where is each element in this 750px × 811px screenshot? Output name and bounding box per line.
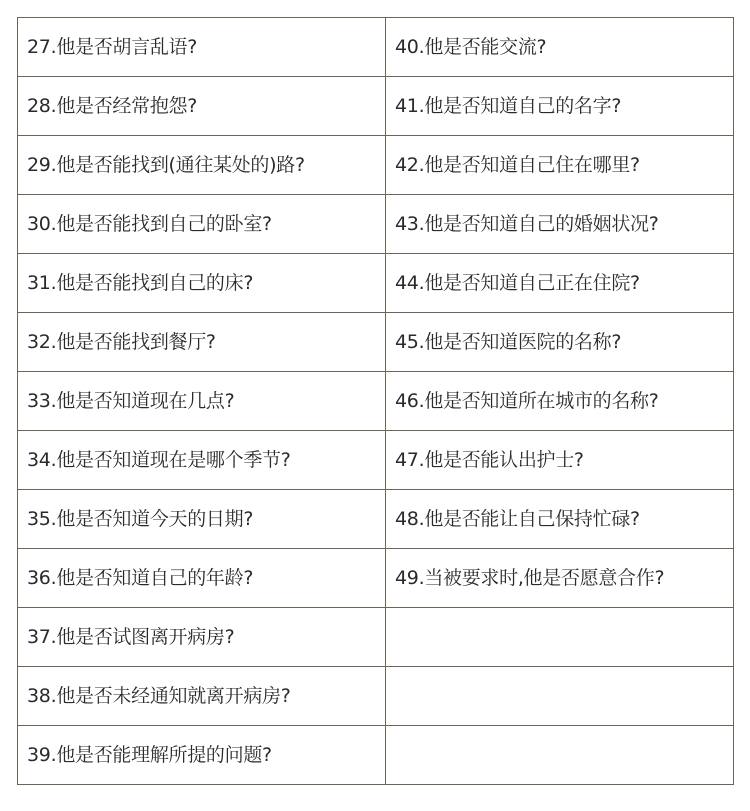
empty-cell (386, 726, 734, 785)
question-cell: 45.他是否知道医院的名称? (386, 313, 734, 372)
question-cell: 46.他是否知道所在城市的名称? (386, 372, 734, 431)
table-row (18, 549, 734, 608)
table-row (18, 195, 734, 254)
question-cell: 49.当被要求时,他是否愿意合作? (386, 549, 734, 608)
table-row (18, 490, 734, 549)
question-cell: 41.他是否知道自己的名字? (386, 77, 734, 136)
question-cell: 34.他是否知道现在是哪个季节? (18, 431, 386, 490)
table-row (18, 77, 734, 136)
table-row (18, 608, 734, 667)
question-cell: 29.他是否能找到(通往某处的)路? (18, 136, 386, 195)
table-row (18, 372, 734, 431)
question-cell: 47.他是否能认出护士? (386, 431, 734, 490)
table-row (18, 136, 734, 195)
question-cell: 35.他是否知道今天的日期? (18, 490, 386, 549)
table-row (18, 431, 734, 490)
question-cell: 32.他是否能找到餐厅? (18, 313, 386, 372)
question-cell: 33.他是否知道现在几点? (18, 372, 386, 431)
question-cell: 37.他是否试图离开病房? (18, 608, 386, 667)
question-cell: 40.他是否能交流? (386, 18, 734, 77)
question-cell: 31.他是否能找到自己的床? (18, 254, 386, 313)
question-cell: 27.他是否胡言乱语? (18, 18, 386, 77)
question-cell: 44.他是否知道自己正在住院? (386, 254, 734, 313)
question-cell: 28.他是否经常抱怨? (18, 77, 386, 136)
table-row (18, 313, 734, 372)
question-cell: 48.他是否能让自己保持忙碌? (386, 490, 734, 549)
table-row (18, 254, 734, 313)
table-row (18, 726, 734, 785)
table-row (18, 667, 734, 726)
table-row (18, 18, 734, 77)
question-cell: 36.他是否知道自己的年龄? (18, 549, 386, 608)
questionnaire-table (17, 17, 734, 785)
empty-cell (386, 608, 734, 667)
question-cell: 38.他是否未经通知就离开病房? (18, 667, 386, 726)
question-cell: 30.他是否能找到自己的卧室? (18, 195, 386, 254)
question-cell: 43.他是否知道自己的婚姻状况? (386, 195, 734, 254)
empty-cell (386, 667, 734, 726)
question-cell: 39.他是否能理解所提的问题? (18, 726, 386, 785)
question-cell: 42.他是否知道自己住在哪里? (386, 136, 734, 195)
